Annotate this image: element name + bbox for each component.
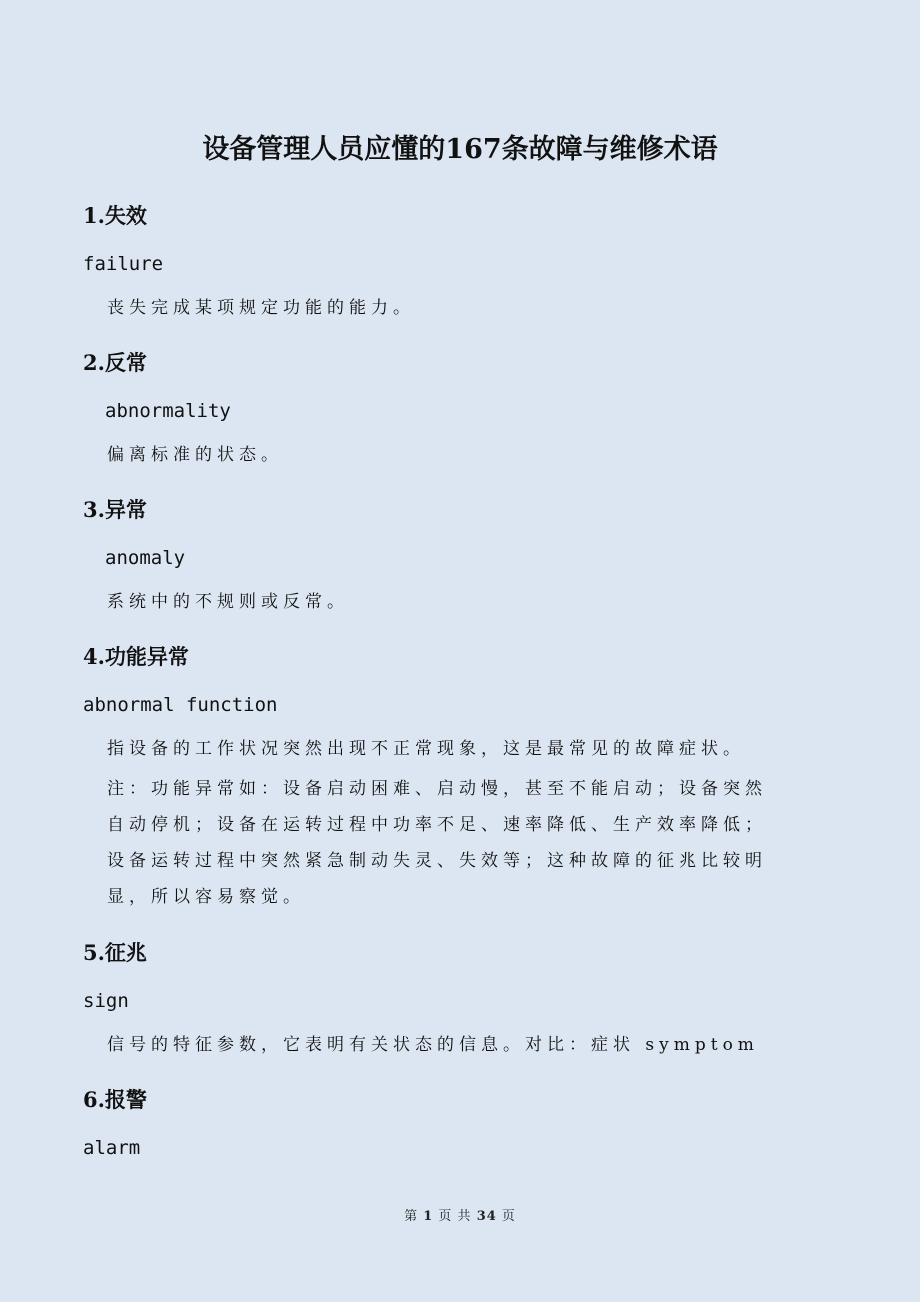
entry-definition: 丧失完成某项规定功能的能力。 xyxy=(107,298,415,318)
entry-definition: 信号的特征参数，它表明有关状态的信息。对比：症状 symptom xyxy=(107,1035,759,1055)
footer-suffix: 页 xyxy=(501,1209,516,1224)
entry-heading: 2.反常 xyxy=(83,350,147,375)
entry-term: failure xyxy=(83,253,164,275)
page-footer xyxy=(0,1207,920,1227)
entry-heading: 6.报警 xyxy=(83,1087,147,1112)
entry-term: abnormal function xyxy=(83,694,278,716)
entry-heading: 1.失效 xyxy=(83,203,147,228)
entry-definition: 偏离标准的状态。 xyxy=(107,445,283,465)
entry-term: sign xyxy=(83,990,129,1012)
entry-heading: 5.征兆 xyxy=(83,940,147,965)
entry-term: abnormality xyxy=(105,400,231,422)
entry-term: alarm xyxy=(83,1137,141,1159)
entry-definition: 系统中的不规则或反常。 xyxy=(107,592,349,612)
entry-heading: 3.异常 xyxy=(83,497,147,522)
footer-total-pages: 34 xyxy=(476,1209,497,1224)
note-line: 注：功能异常如：设备启动困难、启动慢，甚至不能启动；设备突然 xyxy=(107,779,767,799)
footer-page-number: 1 xyxy=(423,1209,434,1224)
entry-definition: 指设备的工作状况突然出现不正常现象，这是最常见的故障症状。 xyxy=(107,739,745,759)
entry-term: anomaly xyxy=(105,547,186,569)
footer-prefix: 第 xyxy=(404,1209,419,1224)
note-line: 自动停机；设备在运转过程中功率不足、速率降低、生产效率降低； xyxy=(107,815,767,835)
note-line: 设备运转过程中突然紧急制动失灵、失效等；这种故障的征兆比较明 xyxy=(107,851,767,871)
entry-note xyxy=(107,771,819,915)
note-line: 显，所以容易察觉。 xyxy=(107,887,305,907)
document-title: 设备管理人员应懂的167条故障与维修术语 xyxy=(202,134,718,165)
footer-middle: 页 共 xyxy=(438,1209,472,1224)
entry-heading: 4.功能异常 xyxy=(83,644,189,669)
